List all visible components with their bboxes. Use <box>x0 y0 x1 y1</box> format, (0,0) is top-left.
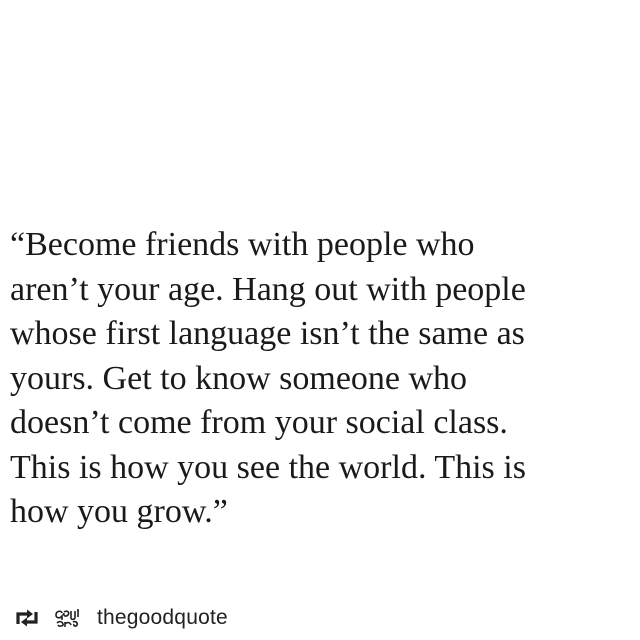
quote-line: doesn’t come from your social class. <box>10 404 508 441</box>
repost-attribution <box>13 602 228 634</box>
quote-line: yours. Get to know someone who <box>10 359 468 397</box>
quote-line: whose first language isn’t the same as <box>10 315 525 352</box>
quote-line: how you grow.” <box>10 493 228 530</box>
quote-text <box>10 223 630 535</box>
quote-line: This is how you see the world. This is <box>10 448 526 486</box>
quote-line: “Become friends with people who <box>10 226 475 263</box>
repost-icon <box>13 607 41 629</box>
quote-line: aren’t your age. Hang out with people <box>10 270 526 308</box>
thegoodquote-logo-icon <box>53 607 83 629</box>
repost-username[interactable]: thegoodquote <box>97 606 228 629</box>
